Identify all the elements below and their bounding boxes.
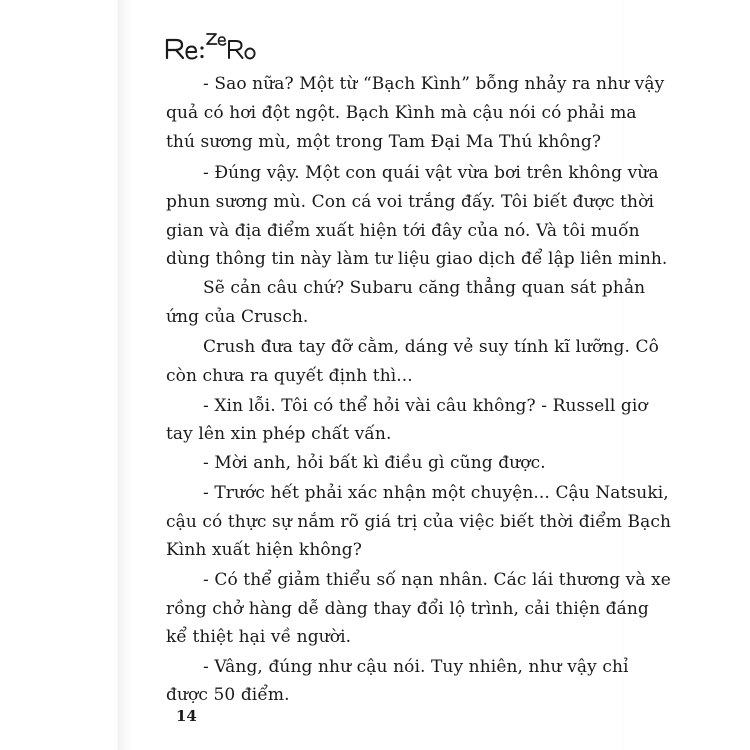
text-line: phun sương mù. Con cá voi trắng đấy. Tôi biết được thời bbox=[166, 192, 654, 212]
text-line: cậu có thực sự nắm rõ giá trị của việc biết thời điểm Bạch bbox=[166, 512, 672, 532]
text-line: Crush đưa tay đỡ cằm, dáng vẻ suy tính kĩ lưỡng. Cô bbox=[203, 337, 659, 357]
text-line: - Có thể giảm thiểu số nạn nhân. Các lái thương và xe bbox=[203, 570, 671, 590]
text-line: - Trước hết phải xác nhận một chuyện... Cậu Natsuki, bbox=[203, 483, 669, 503]
text-line: rồng chở hàng dễ dàng thay đổi lộ trình, cải thiện đáng bbox=[166, 599, 649, 619]
text-line: dùng thông tin này làm tư liệu giao dịch để lập liên minh. bbox=[166, 249, 668, 269]
text-line: còn chưa ra quyết định thì... bbox=[166, 366, 413, 386]
text-line: Kình xuất hiện không? bbox=[166, 540, 362, 560]
text-line: - Vâng, đúng như cậu nói. Tuy nhiên, như vậy chỉ bbox=[203, 657, 629, 677]
text-line: thú sương mù, một trong Tam Đại Ma Thú không? bbox=[166, 132, 602, 152]
text-line: tay lên xin phép chất vấn. bbox=[166, 424, 392, 444]
page-number: 14 bbox=[176, 707, 197, 725]
text-line: ứng của Crusch. bbox=[166, 307, 309, 327]
text-line: gian và địa điểm xuất hiện tới đây của nó. Và tôi muốn bbox=[166, 221, 640, 241]
text-line: - Mời anh, hỏi bất kì điều gì cũng được. bbox=[203, 453, 546, 473]
text-line: kể thiệt hại về người. bbox=[166, 627, 352, 647]
text-line: - Đúng vậy. Một con quái vật vừa bơi trên không vừa bbox=[203, 163, 659, 183]
text-line: được 50 điểm. bbox=[166, 685, 290, 705]
text-line: Sẽ cản câu chứ? Subaru căng thẳng quan sát phản bbox=[203, 278, 646, 298]
text-line: - Sao nữa? Một từ “Bạch Kình” bỗng nhảy ra như vậy bbox=[203, 74, 665, 94]
text-line: - Xin lỗi. Tôi có thể hỏi vài câu không? - Russell giơ bbox=[203, 396, 648, 416]
text-line: quả có hơi đột ngột. Bạch Kình mà cậu nói có phải ma bbox=[166, 103, 637, 123]
